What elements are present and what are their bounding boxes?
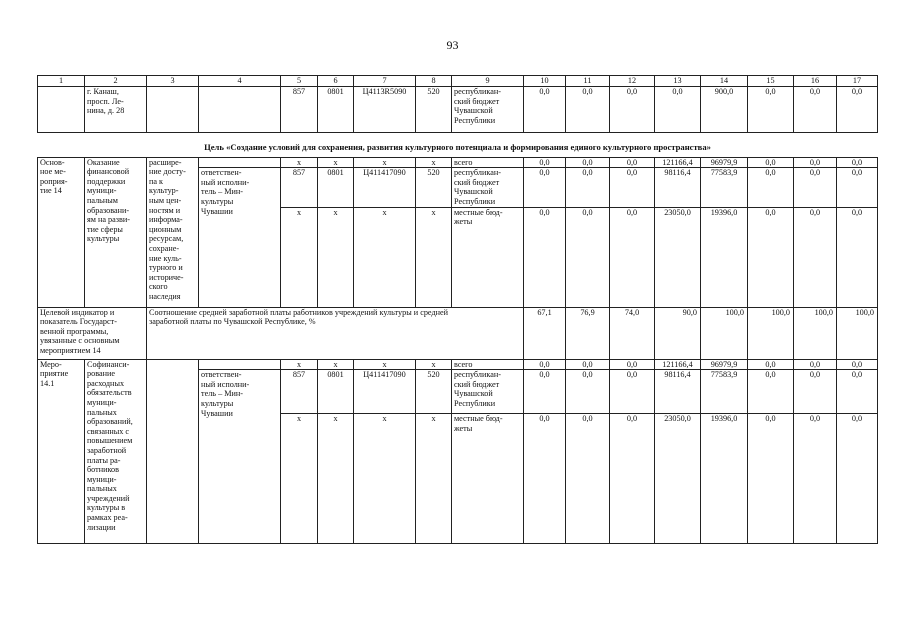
table-row: ответствен- ный исполни- тель – Мин- культуры Чувашии 857 0801 Ц411417090 520 республикан- ский бюджет Чувашской Республики 0,0 0,0 0,0 98116,4 77583,9 0,0 0,0 0,0 (38, 370, 878, 414)
column-header: 11 (566, 76, 610, 87)
column-header: 8 (416, 76, 452, 87)
indicator-label: Целевой индикатор и показатель Государст- венной программы, увязанные с основным мероприятием 14 (38, 307, 147, 359)
column-header: 1 (38, 76, 85, 87)
page-number: 93 (446, 38, 459, 52)
goal-title: Цель «Создание условий для сохранения, развития культурного потенциала и формирования единого культурного пространства» (38, 133, 878, 158)
column-header: 7 (354, 76, 416, 87)
column-header: 15 (748, 76, 794, 87)
budget-table (37, 75, 878, 544)
table-row: ответствен- ный исполни- тель – Мин- культуры Чувашии 857 0801 Ц411417090 520 республикан- ский бюджет Чувашской Республики 0,0 0,0 0,0 98116,4 77583,9 0,0 0,0 0,0 (38, 168, 878, 207)
event-label: Меро- приятие 14.1 (38, 359, 85, 544)
indicator-text: Соотношение средней заработной платы работников учреждений культуры и средней заработной платы по Чувашской Республике, % (147, 307, 524, 359)
event-description: Софинанси- рование расходных обязательств муници- пальных образований, связанных с повышением заработной платы ра- ботников муници- пальных учреждений культуры в рамках реа- лизации (85, 359, 147, 544)
column-header: 12 (610, 76, 655, 87)
column-header: 9 (452, 76, 524, 87)
column-header: 17 (837, 76, 878, 87)
column-header: 5 (281, 76, 318, 87)
column-header: 10 (524, 76, 566, 87)
column-header: 14 (701, 76, 748, 87)
column-header: 6 (318, 76, 354, 87)
table-row: Основ- ное ме- роприя- тие 14 Оказание финансовой поддержки муници- пальным образовани- ям на разви- тие сферы культуры расшире- ние досту- па к культур- ным цен- ностям и информа- ционным ресурсам, сохране- ние куль- турного и историче- ского наследия x x x x всего 0,0 0,0 0,0 121166,4 96979,9 0,0 0,0 0,0 (38, 157, 878, 168)
indicator-row: Целевой индикатор и показатель Государст- венной программы, увязанные с основным мероприятием 14 Соотношение средней заработной платы работников учреждений культуры и средней заработной платы по Чувашской Республике, % 67,1 76,9 74,0 90,0 100,0 100,0 100,0 100,0 (38, 307, 878, 359)
event-description: Оказание финансовой поддержки муници- пальным образовани- ям на разви- тие сферы культуры (85, 157, 147, 307)
table-row: Меро- приятие 14.1 Софинанси- рование расходных обязательств муници- пальных образований, связанных с повышением заработной платы ра- ботников муници- пальных учреждений культуры в рамках реа- лизации x x x x всего 0,0 0,0 0,0 121166,4 96979,9 0,0 0,0 0,0 (38, 359, 878, 370)
column-header: 4 (199, 76, 281, 87)
executor-cell: ответствен- ный исполни- тель – Мин- культуры Чувашии (199, 370, 281, 544)
address-cell: г. Канаш, просп. Ле- нина, д. 28 (85, 87, 147, 133)
column-header: 13 (655, 76, 701, 87)
goal-row (38, 133, 878, 158)
table-row: x x x x местные бюд- жеты 0,0 0,0 0,0 23050,0 19396,0 0,0 0,0 0,0 (38, 414, 878, 544)
table-row: г. Канаш, просп. Ле- нина, д. 28 857 0801 Ц4113R5090 520 республикан- ский бюджет Чувашской Республики 0,0 0,0 0,0 0,0 900,0 0,0 0,0 0,0 (38, 87, 878, 133)
column-header: 16 (794, 76, 837, 87)
executor-cell: ответствен- ный исполни- тель – Мин- культуры Чувашии (199, 168, 281, 307)
table-row: x x x x местные бюд- жеты 0,0 0,0 0,0 23050,0 19396,0 0,0 0,0 0,0 (38, 207, 878, 307)
event-label: Основ- ное ме- роприя- тие 14 (38, 157, 85, 307)
column-header: 2 (85, 76, 147, 87)
column-header-row (38, 76, 878, 87)
column-header: 3 (147, 76, 199, 87)
event-goal: расшире- ние досту- па к культур- ным цен- ностям и информа- ционным ресурсам, сохране- ние куль- турного и историче- ского наследия (147, 157, 199, 307)
